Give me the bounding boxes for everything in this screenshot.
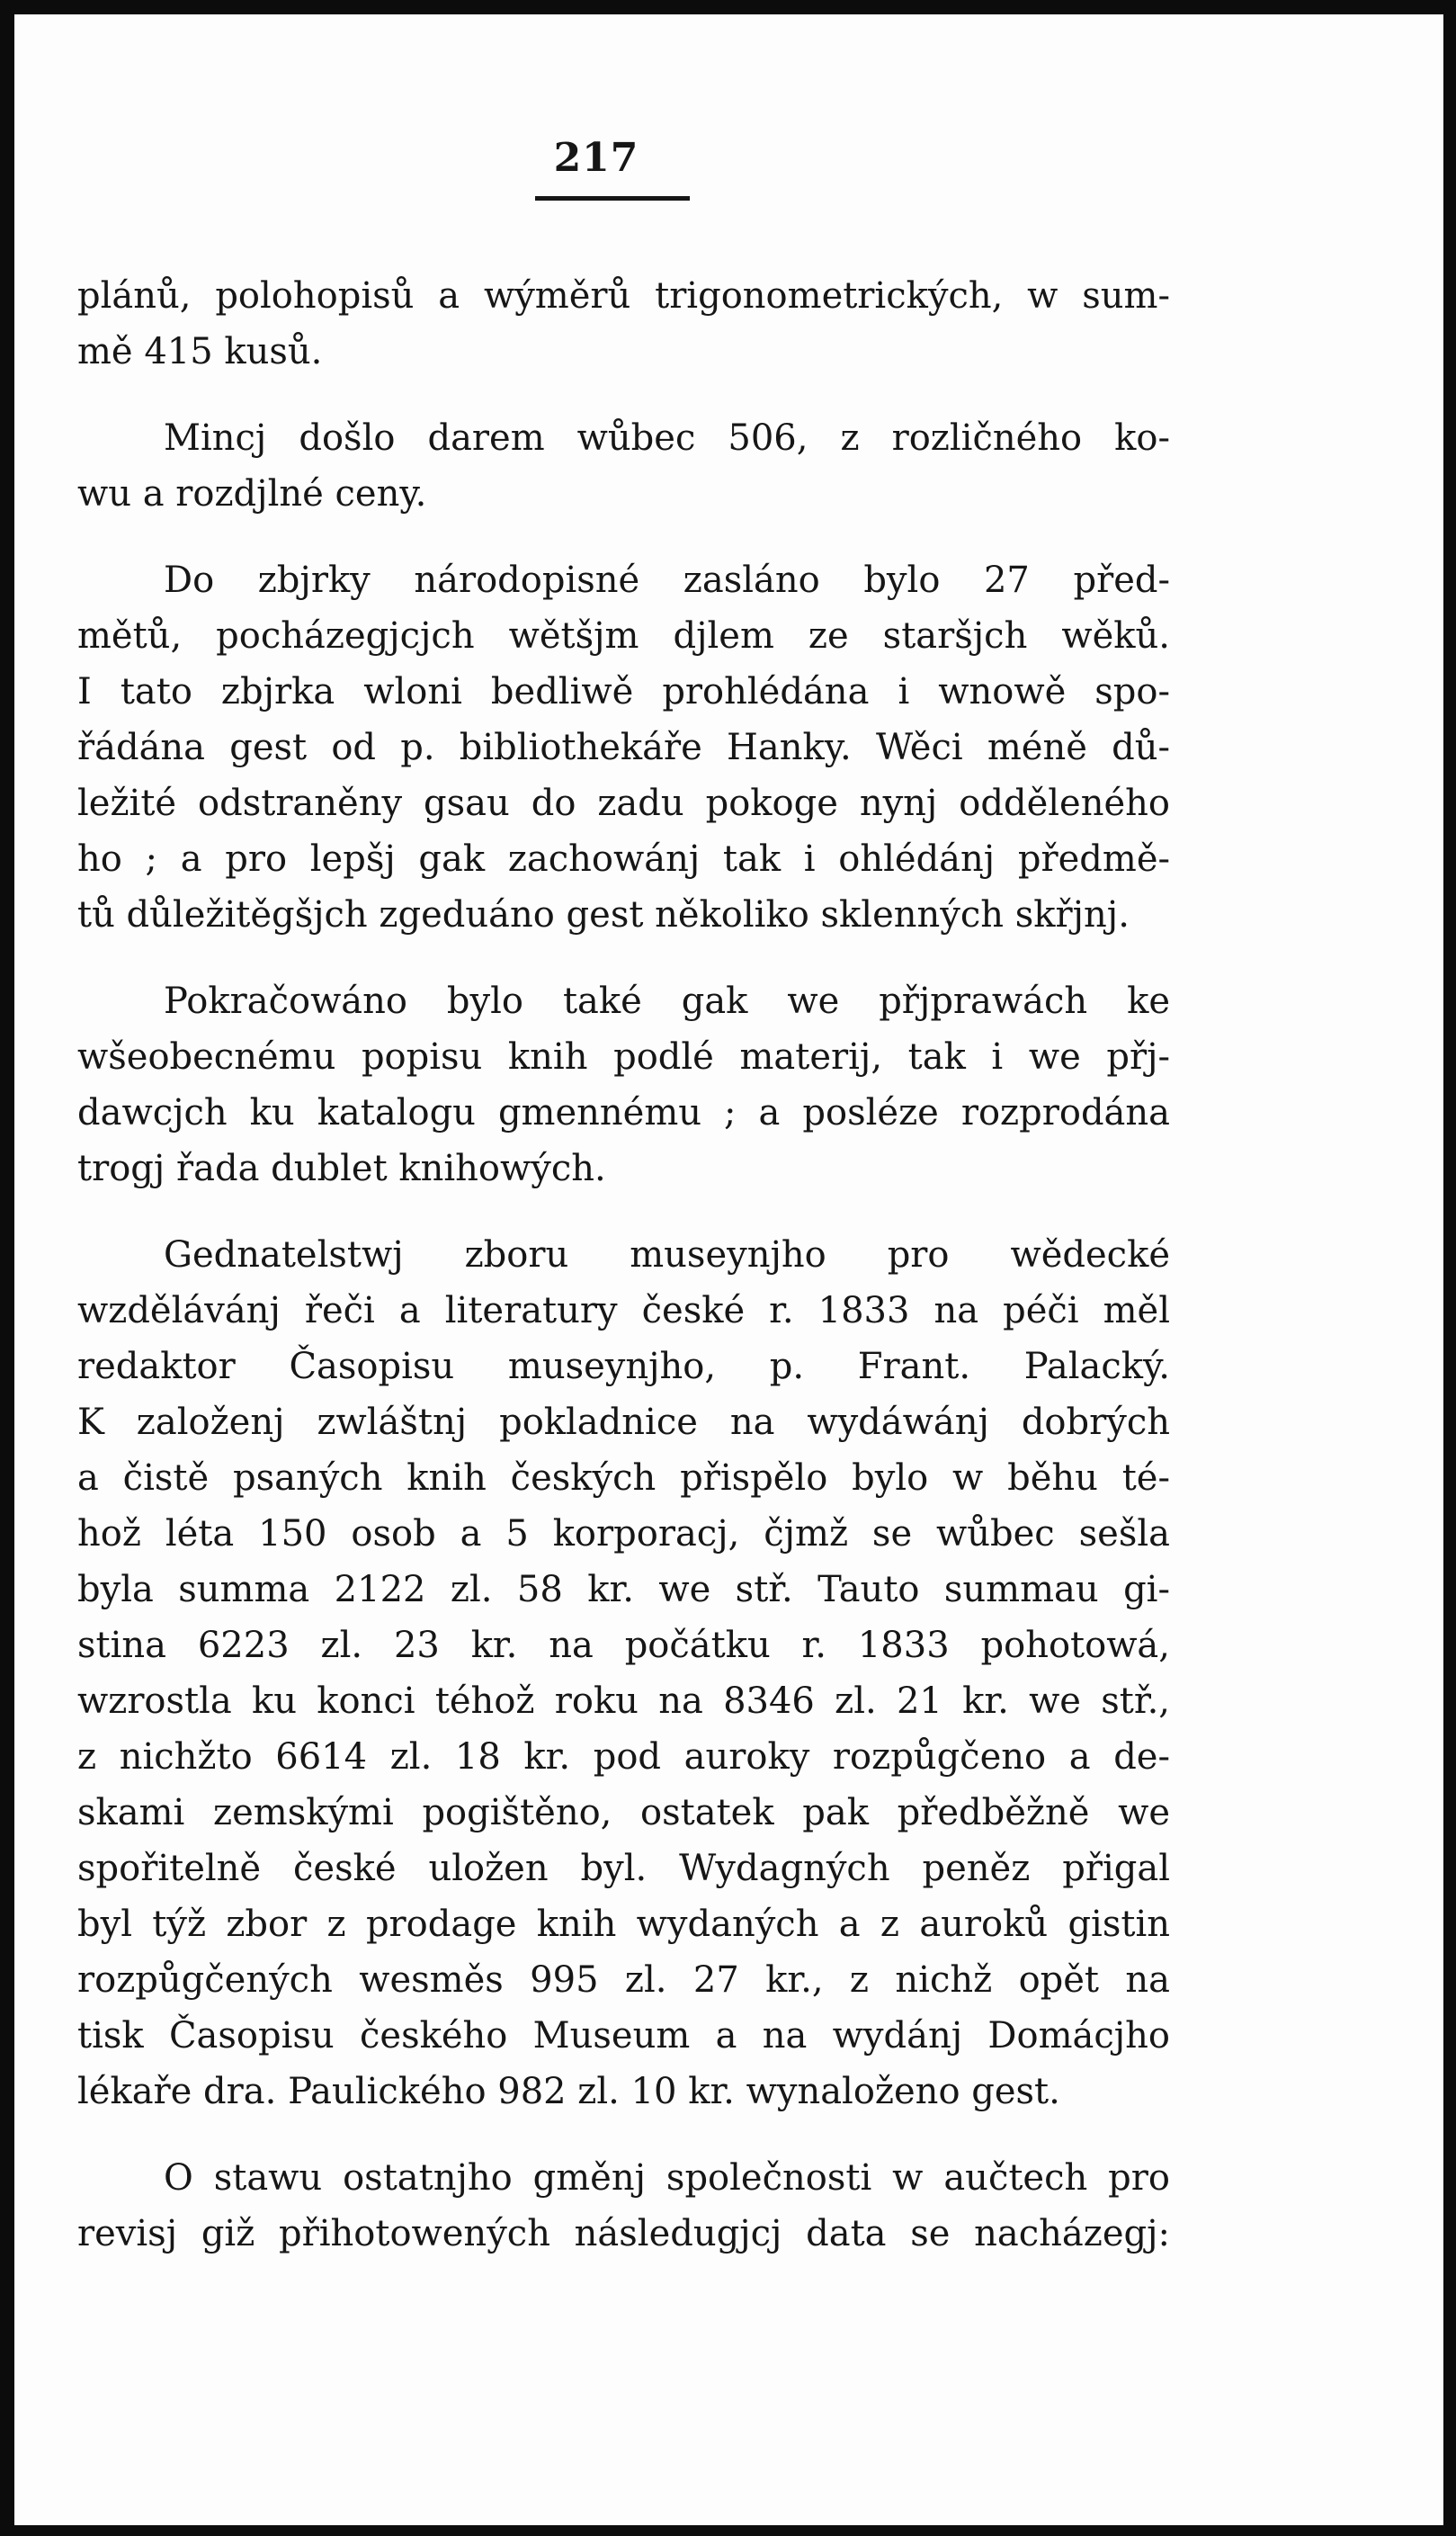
text-line: tů důležitěgšjch zgeduáno gest několiko sklenných skřjnj. xyxy=(77,894,1130,936)
text-line: wu a rozdjlné ceny. xyxy=(77,473,427,515)
scan-border-right xyxy=(1443,0,1456,2536)
text-line: spořitelně české uložen byl. Wydagných peněz přigal xyxy=(77,1848,1170,1889)
text-line: hož léta 150 osob a 5 korporacj, čjmž se wůbec sešla xyxy=(77,1513,1170,1555)
text-line: wzrostla ku konci téhož roku na 8346 zl. 21 kr. we stř., xyxy=(77,1680,1170,1722)
text-line: ho ; a pro lepšj gak zachowánj tak i ohlédánj předmě- xyxy=(77,838,1170,880)
scan-border-left xyxy=(0,0,14,2536)
text-line: mětů, pocházegjcjch wětšjm djlem ze staršjch wěků. xyxy=(77,615,1170,657)
text-line: mě 415 kusů. xyxy=(77,331,323,372)
text-line: plánů, polohopisů a wýměrů trigonometrických, w sum- xyxy=(77,275,1170,317)
paragraph xyxy=(77,973,1170,1196)
scan-border-top xyxy=(0,0,1456,14)
scan-border-bottom xyxy=(0,2525,1456,2536)
text-line: byla summa 2122 zl. 58 kr. we stř. Tauto summau gi- xyxy=(77,1569,1170,1610)
text-line: Gednatelstwj zboru museynjho pro wědecké xyxy=(164,1234,1170,1276)
text-line: stina 6223 zl. 23 kr. na počátku r. 1833 pohotowá, xyxy=(77,1625,1170,1666)
text-line: dawcjch ku katalogu gmennému ; a posléze rozprodána xyxy=(77,1092,1170,1134)
text-line: Do zbjrky národopisné zasláno bylo 27 před- xyxy=(164,560,1170,601)
paragraph xyxy=(77,2150,1170,2262)
paragraph xyxy=(77,268,1170,380)
text-line: skami zemskými pogištěno, ostatek pak předběžně we xyxy=(77,1792,1170,1833)
text-line: rozpůgčených wesměs 995 zl. 27 kr., z nichž opět na xyxy=(77,1959,1170,2001)
text-line: revisj giž přihotowených následugjcj data se nacházegj: xyxy=(77,2213,1170,2254)
text-line: Pokračowáno bylo také gak we přjprawách ke xyxy=(164,981,1170,1022)
paragraph xyxy=(77,552,1170,943)
text-line: trogj řada dublet knihowých. xyxy=(77,1148,606,1189)
text-line: Mincj došlo darem wůbec 506, z rozličného ko- xyxy=(164,417,1170,459)
text-line: byl týž zbor z prodage knih wydaných a z auroků gistin xyxy=(77,1904,1170,1945)
text-line: ležité odstraněny gsau do zadu pokoge nynj odděleného xyxy=(77,783,1170,824)
page-number: 217 xyxy=(553,135,639,181)
text-line: lékaře dra. Paulického 982 zl. 10 kr. wynaloženo gest. xyxy=(77,2071,1060,2112)
page-number-rule xyxy=(535,196,690,201)
text-line: wzdělávánj řeči a literatury české r. 1833 na péči měl xyxy=(77,1290,1170,1331)
paragraph xyxy=(77,1227,1170,2119)
paragraph xyxy=(77,410,1170,522)
text-line: wšeobecnému popisu knih podlé materij, tak i we přj- xyxy=(77,1036,1170,1078)
text-line: z nichžto 6614 zl. 18 kr. pod auroky rozpůgčeno a de- xyxy=(77,1736,1170,1778)
text-line: řádána gest od p. bibliothekáře Hanky. Wěci méně dů- xyxy=(77,727,1170,768)
text-line: redaktor Časopisu museynjho, p. Frant. Palacký. xyxy=(77,1346,1170,1387)
text-line: tisk Časopisu českého Museum a na wydánj Domácjho xyxy=(77,2015,1170,2057)
text-line: a čistě psaných knih českých přispělo bylo w běhu té- xyxy=(77,1457,1170,1499)
text-line: K založenj zwláštnj pokladnice na wydáwánj dobrých xyxy=(77,1402,1170,1443)
body-text xyxy=(77,268,1170,2292)
text-line: I tato zbjrka wloni bedliwě prohlédána i wnowě spo- xyxy=(77,671,1170,712)
text-line: O stawu ostatnjho gměnj společnosti w aučtech pro xyxy=(164,2157,1170,2199)
